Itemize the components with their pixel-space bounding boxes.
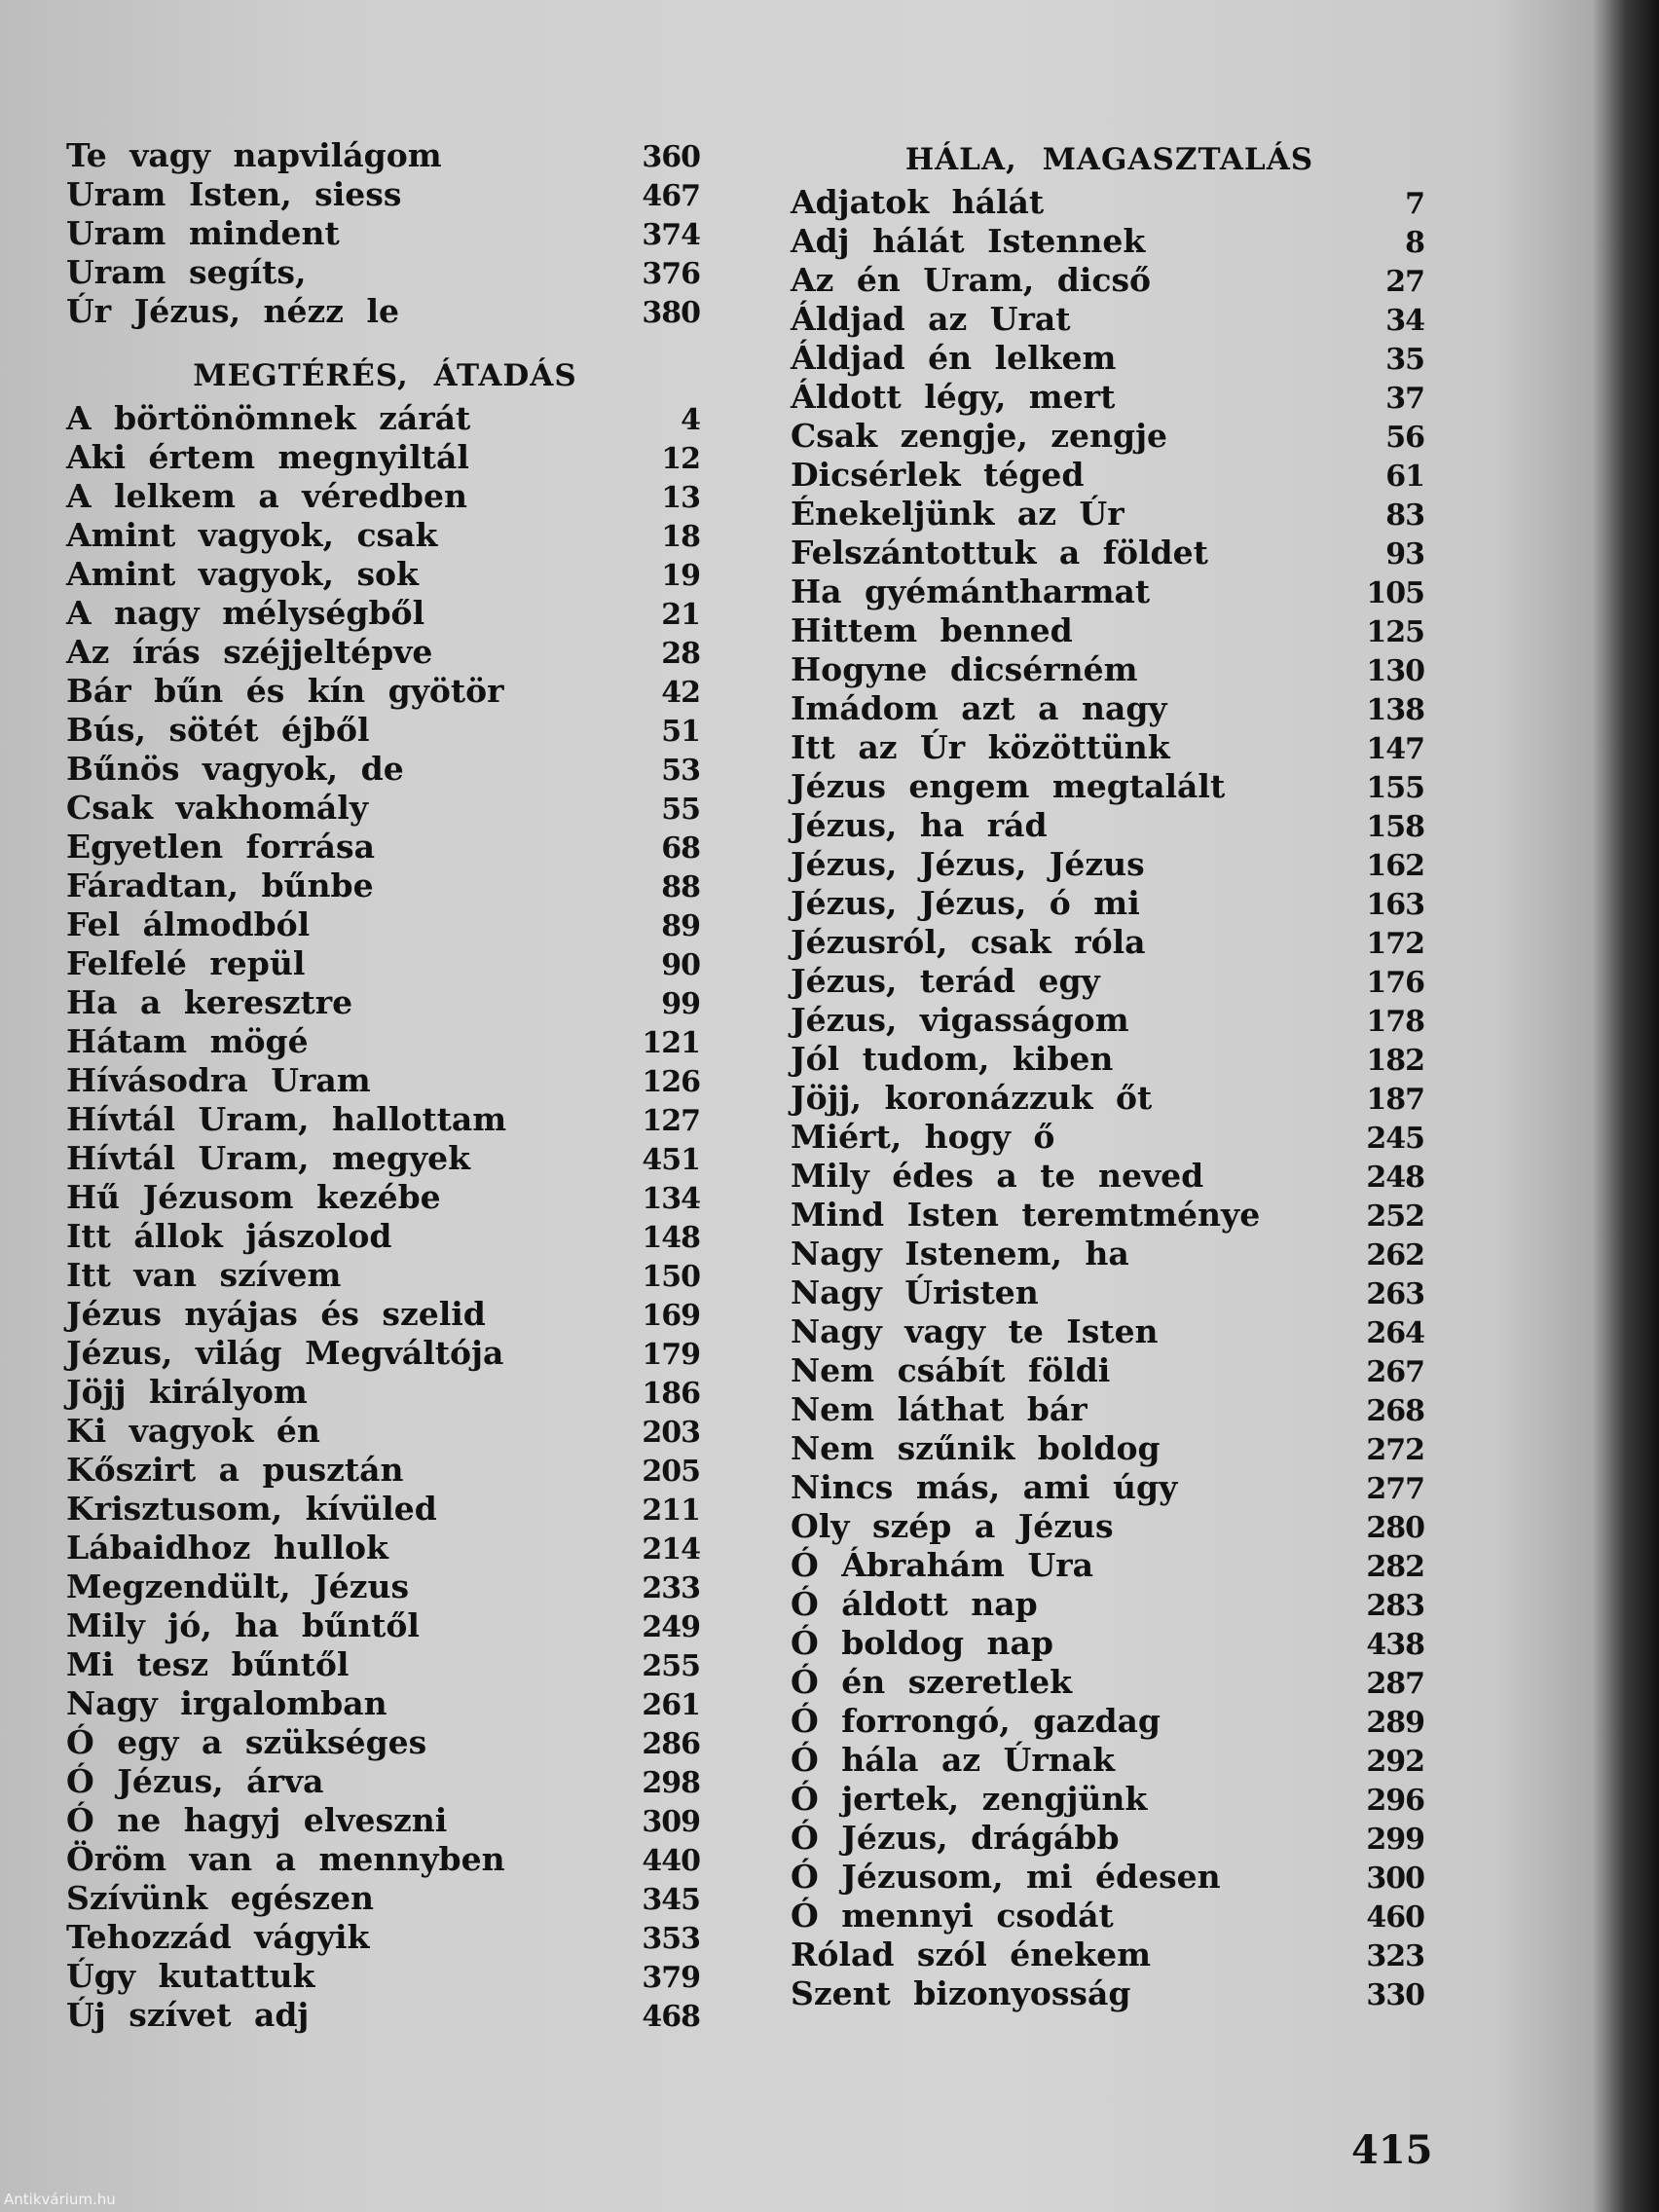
index-entry — [66, 983, 704, 1022]
index-entry — [66, 253, 704, 292]
index-entry — [66, 1139, 704, 1178]
entry-number: 262 — [1366, 1238, 1424, 1272]
entry-number: 186 — [642, 1377, 700, 1411]
entry-title: Ó ne hagyj elveszni — [66, 1801, 448, 1839]
entry-title: Nem szűnik boldog — [791, 1429, 1161, 1467]
entry-title: Nem csábít földi — [791, 1351, 1111, 1389]
entry-title: Nagy Istenem, ha — [791, 1235, 1129, 1272]
left-column — [66, 136, 704, 2035]
entry-number: 280 — [1366, 1511, 1424, 1545]
index-entry — [66, 399, 704, 438]
entry-number: 121 — [642, 1026, 700, 1060]
index-entry — [791, 845, 1428, 884]
entry-number: 282 — [1366, 1550, 1424, 1584]
index-entry — [791, 183, 1428, 222]
entry-title: Jöjj királyom — [66, 1373, 308, 1411]
entry-number: 163 — [1366, 888, 1424, 922]
entry-title: Uram segíts, — [66, 253, 307, 291]
entry-title: Tehozzád vágyik — [66, 1918, 370, 1956]
index-entry — [66, 1879, 704, 1918]
section-gap — [66, 331, 704, 352]
index-entry — [791, 1624, 1428, 1663]
entry-title: Adjatok hálát — [791, 183, 1045, 221]
entry-title: Felszántottuk a földet — [791, 534, 1208, 571]
entry-number: 18 — [661, 520, 700, 554]
entry-number: 90 — [661, 948, 700, 982]
entry-number: 130 — [1366, 654, 1424, 688]
index-entry — [66, 1061, 704, 1100]
entry-title: Felfelé repül — [66, 944, 306, 982]
entry-title: Rólad szól énekem — [791, 1936, 1152, 1973]
entry-title: A nagy mélységből — [66, 594, 425, 632]
entry-title: Öröm van a mennyben — [66, 1840, 505, 1878]
index-entry — [791, 1390, 1428, 1429]
entry-title: Itt van szívem — [66, 1256, 342, 1294]
index-entry — [66, 866, 704, 905]
entry-title: Jézus engem megtalált — [791, 767, 1226, 805]
entry-number: 451 — [642, 1143, 700, 1177]
entry-number: 53 — [661, 754, 700, 788]
index-entry — [66, 1645, 704, 1684]
entry-number: 162 — [1366, 849, 1424, 883]
entry-number: 360 — [642, 140, 700, 174]
entry-number: 468 — [642, 2000, 700, 2034]
entry-number: 21 — [661, 598, 700, 632]
index-entry — [66, 633, 704, 672]
index-entry — [791, 1936, 1428, 1974]
index-entry — [66, 594, 704, 633]
entry-number: 42 — [661, 676, 700, 710]
index-entry — [66, 1295, 704, 1334]
entry-number: 89 — [661, 909, 700, 943]
entry-number: 182 — [1366, 1044, 1424, 1078]
entry-title: Jézus nyájas és szelid — [66, 1295, 486, 1333]
entry-title: A lelkem a véredben — [66, 477, 467, 515]
entry-title: Ó áldott nap — [791, 1585, 1038, 1623]
entry-title: Ó jertek, zengjünk — [791, 1780, 1148, 1818]
index-entry — [66, 1996, 704, 2035]
entry-title: Nagy vagy te Isten — [791, 1312, 1159, 1350]
index-entry — [791, 534, 1428, 572]
entry-number: 7 — [1405, 187, 1424, 221]
index-entry — [791, 1858, 1428, 1897]
index-entry — [66, 438, 704, 477]
section-title-hala: HÁLA, MAGASZTALÁS — [904, 142, 1314, 177]
entry-number: 172 — [1366, 927, 1424, 961]
entry-number: 148 — [642, 1221, 700, 1255]
entry-title: Miért, hogy ő — [791, 1118, 1055, 1156]
index-entry — [791, 728, 1428, 767]
entry-number: 233 — [642, 1571, 700, 1605]
entry-title: Egyetlen forrása — [66, 828, 375, 866]
entry-number: 264 — [1366, 1316, 1424, 1350]
entry-number: 138 — [1366, 693, 1424, 727]
index-entry — [66, 477, 704, 516]
index-entry — [791, 1974, 1428, 2013]
entry-number: 203 — [642, 1416, 700, 1450]
entry-number: 252 — [1366, 1199, 1424, 1234]
index-entry — [66, 944, 704, 983]
entry-title: Úr Jézus, nézz le — [66, 292, 400, 330]
entry-number: 150 — [642, 1260, 700, 1294]
index-entry — [66, 1490, 704, 1529]
entry-title: Jézus, világ Megváltója — [66, 1334, 504, 1372]
index-entry — [66, 1801, 704, 1840]
index-entry — [791, 1741, 1428, 1780]
entry-number: 249 — [642, 1610, 700, 1644]
index-entry — [791, 1235, 1428, 1273]
index-entry — [66, 1567, 704, 1606]
entry-number: 379 — [642, 1961, 700, 1995]
entry-title: Ó boldog nap — [791, 1624, 1053, 1662]
right-entries — [791, 183, 1428, 2013]
entry-number: 467 — [642, 179, 700, 213]
entry-title: Fáradtan, bűnbe — [66, 866, 374, 904]
entry-number: 268 — [1366, 1394, 1424, 1428]
entry-number: 353 — [642, 1922, 700, 1956]
index-entry — [66, 555, 704, 594]
entry-title: Hittem benned — [791, 611, 1073, 649]
index-entry — [791, 1079, 1428, 1118]
index-entry — [791, 1273, 1428, 1312]
index-entry — [66, 1529, 704, 1567]
index-entry — [791, 1429, 1428, 1468]
entry-title: Ó mennyi csodát — [791, 1897, 1114, 1935]
entry-number: 19 — [661, 559, 700, 593]
entry-number: 287 — [1366, 1667, 1424, 1701]
index-entry — [66, 1256, 704, 1295]
entry-number: 8 — [1405, 226, 1424, 260]
index-entry — [66, 1840, 704, 1879]
entry-title: Szívünk egészen — [66, 1879, 374, 1917]
index-entry — [791, 300, 1428, 339]
index-entry — [791, 222, 1428, 261]
entry-title: Jézus, ha rád — [791, 806, 1048, 844]
index-entry — [791, 806, 1428, 845]
entry-title: Nagy Úristen — [791, 1273, 1039, 1311]
entry-title: Lábaidhoz hullok — [66, 1529, 388, 1567]
index-entry — [66, 672, 704, 711]
entry-number: 345 — [642, 1883, 700, 1917]
entry-number: 214 — [642, 1532, 700, 1567]
index-entry — [66, 828, 704, 866]
index-entry — [66, 175, 704, 214]
entry-title: Bús, sötét éjből — [66, 711, 370, 749]
entry-number: 283 — [1366, 1589, 1424, 1623]
index-entry — [791, 611, 1428, 650]
entry-title: Mi tesz bűntől — [66, 1645, 350, 1683]
entry-number: 323 — [1366, 1939, 1424, 1973]
index-entry — [791, 962, 1428, 1001]
entry-title: Megzendült, Jézus — [66, 1567, 410, 1605]
entry-number: 205 — [642, 1455, 700, 1489]
index-entry — [66, 1373, 704, 1412]
index-entry — [791, 1118, 1428, 1157]
entry-number: 440 — [642, 1844, 700, 1878]
index-entry — [791, 1702, 1428, 1741]
entry-title: Krisztusom, kívüled — [66, 1490, 437, 1528]
entry-number: 298 — [642, 1766, 700, 1800]
entry-number: 277 — [1366, 1472, 1424, 1506]
entry-title: Ha gyémántharmat — [791, 572, 1151, 610]
index-entry — [791, 1819, 1428, 1858]
entry-number: 261 — [642, 1688, 700, 1722]
entry-title: Ha a keresztre — [66, 983, 353, 1021]
entry-title: Bár bűn és kín gyötör — [66, 672, 504, 710]
index-entry — [66, 516, 704, 555]
index-entry — [791, 650, 1428, 689]
index-entry — [791, 1546, 1428, 1585]
entry-number: 272 — [1366, 1433, 1424, 1467]
entry-number: 61 — [1385, 460, 1424, 494]
index-entry — [66, 292, 704, 331]
entry-title: Hű Jézusom kezébe — [66, 1178, 441, 1216]
entry-title: Ó hála az Úrnak — [791, 1741, 1116, 1779]
page-number: 415 — [1351, 2127, 1433, 2173]
entry-number: 299 — [1366, 1823, 1424, 1857]
entry-title: Ó Jézus, árva — [66, 1762, 324, 1800]
entry-number: 460 — [1366, 1900, 1424, 1935]
entry-title: Ó forrongó, gazdag — [791, 1702, 1161, 1740]
index-entry — [66, 789, 704, 828]
entry-title: Itt az Úr közöttünk — [791, 728, 1170, 766]
entry-number: 176 — [1366, 966, 1424, 1000]
entry-number: 55 — [661, 793, 700, 827]
index-entry — [66, 136, 704, 175]
index-entry — [66, 1451, 704, 1490]
entry-number: 93 — [1385, 537, 1424, 571]
entry-title: Az írás széjjeltépve — [66, 633, 433, 671]
entry-number: 35 — [1385, 343, 1424, 377]
entry-title: Jézus, Jézus, ó mi — [791, 884, 1140, 922]
entry-title: Hívtál Uram, megyek — [66, 1139, 471, 1177]
entry-title: Nincs más, ami úgy — [791, 1468, 1178, 1506]
index-entry — [791, 1507, 1428, 1546]
entry-number: 37 — [1385, 382, 1424, 416]
index-entry — [791, 572, 1428, 611]
index-entry — [66, 214, 704, 253]
index-entry — [791, 884, 1428, 923]
entry-title: Ki vagyok én — [66, 1412, 320, 1450]
entry-number: 380 — [642, 296, 700, 330]
entry-number: 211 — [642, 1493, 700, 1528]
index-entry — [791, 1040, 1428, 1079]
entry-number: 296 — [1366, 1784, 1424, 1818]
entry-number: 134 — [642, 1182, 700, 1216]
entry-number: 245 — [1366, 1122, 1424, 1156]
entry-number: 127 — [642, 1104, 700, 1138]
index-entry — [791, 1351, 1428, 1390]
entry-title: Áldott légy, mert — [791, 378, 1116, 416]
entry-number: 263 — [1366, 1277, 1424, 1311]
entry-number: 267 — [1366, 1355, 1424, 1389]
entry-title: Hívtál Uram, hallottam — [66, 1100, 507, 1138]
index-entry — [791, 261, 1428, 300]
index-entry — [66, 1684, 704, 1723]
entry-title: Énekeljünk az Úr — [791, 495, 1124, 533]
watermark: Antikvárium.hu — [4, 2191, 116, 2208]
index-entry — [66, 1022, 704, 1061]
entry-title: Ó Jézus, drágább — [791, 1819, 1120, 1857]
entry-title: Áldjad az Urat — [791, 300, 1071, 338]
entry-title: A börtönömnek zárát — [66, 399, 471, 437]
entry-number: 56 — [1385, 421, 1424, 455]
entry-title: Ó Jézusom, mi édesen — [791, 1858, 1221, 1896]
entry-number: 27 — [1385, 265, 1424, 299]
entry-title: Nagy irgalomban — [66, 1684, 387, 1722]
index-entry — [791, 339, 1428, 378]
index-entry — [66, 1178, 704, 1217]
entry-number: 126 — [642, 1065, 700, 1099]
entry-number: 147 — [1366, 732, 1424, 766]
index-entry — [791, 1585, 1428, 1624]
entry-title: Itt állok jászolod — [66, 1217, 392, 1255]
entry-number: 88 — [661, 870, 700, 904]
left-top-entries — [66, 136, 704, 331]
entry-title: Jézus, vigasságom — [791, 1001, 1129, 1039]
entry-title: Aki értem megnyiltál — [66, 438, 469, 476]
entry-title: Ó Ábrahám Ura — [791, 1546, 1094, 1584]
entry-title: Dicsérlek téged — [791, 456, 1085, 494]
entry-number: 99 — [661, 987, 700, 1021]
entry-number: 51 — [661, 715, 700, 749]
index-entry — [791, 1663, 1428, 1702]
entry-title: Te vagy napvilágom — [66, 136, 442, 174]
left-entries — [66, 399, 704, 2035]
entry-title: Uram mindent — [66, 214, 340, 252]
entry-title: Áldjad én lelkem — [791, 339, 1117, 377]
index-entry — [791, 1897, 1428, 1936]
entry-title: Kőszirt a pusztán — [66, 1451, 404, 1489]
index-entry — [791, 495, 1428, 534]
index-entry — [66, 1217, 704, 1256]
index-entry — [791, 456, 1428, 495]
entry-number: 255 — [642, 1649, 700, 1683]
entry-title: Ó én szeretlek — [791, 1663, 1073, 1701]
entry-title: Csak zengje, zengje — [791, 417, 1168, 455]
entry-title: Imádom azt a nagy — [791, 689, 1167, 727]
entry-title: Mily jó, ha bűntől — [66, 1606, 420, 1644]
entry-title: Jézus, terád egy — [791, 962, 1100, 1000]
entry-number: 12 — [661, 442, 700, 476]
entry-number: 300 — [1366, 1862, 1424, 1896]
entry-title: Új szívet adj — [66, 1996, 310, 2034]
entry-number: 289 — [1366, 1706, 1424, 1740]
index-entry — [791, 417, 1428, 456]
entry-number: 155 — [1366, 771, 1424, 805]
index-entry — [791, 923, 1428, 962]
index-entry — [791, 1196, 1428, 1235]
index-entry — [66, 1723, 704, 1762]
section-title-megteres: MEGTÉRÉS, ÁTADÁS — [193, 358, 577, 393]
index-entry — [66, 711, 704, 750]
entry-title: Mily édes a te neved — [791, 1157, 1204, 1195]
entry-title: Oly szép a Jézus — [791, 1507, 1114, 1545]
index-entry — [66, 1606, 704, 1645]
entry-number: 158 — [1366, 810, 1424, 844]
entry-number: 83 — [1385, 498, 1424, 533]
index-entry — [791, 689, 1428, 728]
entry-number: 179 — [642, 1338, 700, 1372]
index-entry — [791, 1312, 1428, 1351]
entry-number: 68 — [661, 831, 700, 866]
entry-number: 125 — [1366, 615, 1424, 649]
index-entry — [791, 1468, 1428, 1507]
entry-title: Hogyne dicsérném — [791, 650, 1138, 688]
entry-title: Úgy kutattuk — [66, 1957, 315, 1995]
entry-title: Az én Uram, dicső — [791, 261, 1152, 299]
index-entry — [66, 1100, 704, 1139]
entry-number: 376 — [642, 257, 700, 291]
index-entry — [66, 1412, 704, 1451]
index-entry — [791, 1157, 1428, 1196]
index-entry — [66, 1762, 704, 1801]
entry-number: 248 — [1366, 1161, 1424, 1195]
entry-number: 28 — [661, 637, 700, 671]
index-entry — [791, 767, 1428, 806]
entry-number: 286 — [642, 1727, 700, 1761]
entry-title: Hátam mögé — [66, 1022, 309, 1060]
entry-title: Jöjj, koronázzuk őt — [791, 1079, 1153, 1117]
index-entry — [66, 905, 704, 944]
entry-number: 105 — [1366, 576, 1424, 610]
entry-number: 438 — [1366, 1628, 1424, 1662]
entry-title: Adj hálát Istennek — [791, 222, 1146, 260]
index-entry — [66, 1334, 704, 1373]
entry-number: 374 — [642, 218, 700, 252]
entry-number: 4 — [681, 403, 700, 437]
entry-title: Csak vakhomály — [66, 789, 369, 827]
entry-title: Amint vagyok, sok — [66, 555, 419, 593]
index-entry — [791, 378, 1428, 417]
entry-number: 330 — [1366, 1978, 1424, 2012]
entry-title: Nem láthat bár — [791, 1390, 1088, 1428]
entry-title: Bűnös vagyok, de — [66, 750, 404, 788]
index-entry — [791, 1780, 1428, 1819]
index-entry — [791, 1001, 1428, 1040]
entry-title: Mind Isten teremtménye — [791, 1196, 1261, 1234]
entry-title: Hívásodra Uram — [66, 1061, 371, 1099]
entry-title: Amint vagyok, csak — [66, 516, 438, 554]
entry-title: Jézus, Jézus, Jézus — [791, 845, 1145, 883]
entry-number: 292 — [1366, 1745, 1424, 1779]
index-entry — [66, 1918, 704, 1957]
entry-number: 34 — [1385, 304, 1424, 338]
index-entry — [66, 750, 704, 789]
entry-number: 169 — [642, 1299, 700, 1333]
entry-title: Fel álmodból — [66, 905, 311, 943]
entry-title: Uram Isten, siess — [66, 175, 402, 213]
right-column — [791, 136, 1428, 2013]
entry-number: 309 — [642, 1805, 700, 1839]
entry-number: 178 — [1366, 1005, 1424, 1039]
entry-title: Szent bizonyosság — [791, 1974, 1131, 2012]
entry-number: 187 — [1366, 1083, 1424, 1117]
index-entry — [66, 1957, 704, 1996]
entry-title: Ó egy a szükséges — [66, 1723, 427, 1761]
entry-title: Jézusról, csak róla — [791, 923, 1146, 961]
entry-title: Jól tudom, kiben — [791, 1040, 1114, 1078]
entry-number: 13 — [661, 481, 700, 515]
